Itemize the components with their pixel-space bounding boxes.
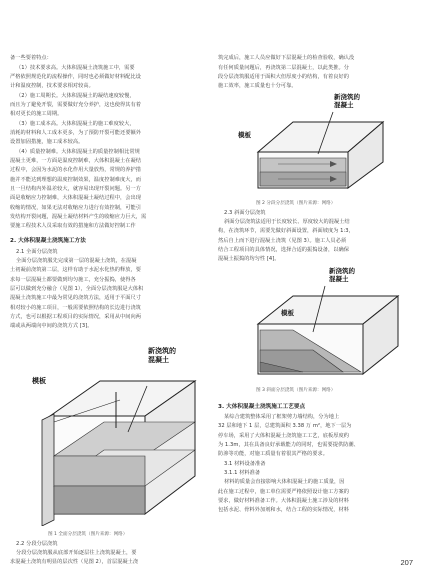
paragraph-line: 某综合建筑整体采用了框架剪力墙结构，分为地上: [224, 414, 340, 420]
subsection-heading: 2.3 斜面分层浇筑: [224, 210, 266, 216]
paragraph-line: 收缩的情况，如果无法对收缩应力进行有效控制，可能引: [10, 205, 141, 211]
paragraph-line: 此在施工过程中，施工单位需要严格依照设计施工方案的: [218, 489, 349, 495]
figure-1-formwork-label: 模板: [32, 376, 46, 385]
paragraph-line: 斜面分层浇筑法适用于长度较长、厚度较大的混凝土结: [224, 219, 350, 225]
paragraph-line: （4）质量控制难。大体积混凝土的质量控制相比常规: [16, 149, 140, 155]
paragraph-line: （1）技术要求高。大体积混凝土浇筑施工中，需要: [16, 65, 135, 71]
paragraph-line: 混凝土更难，一方面是温度控制难，大体积混凝土在凝结: [10, 158, 141, 164]
figure-3-illustration: [233, 266, 403, 378]
figure-1: [20, 336, 200, 526]
figure-2: [238, 92, 388, 192]
figure-3-new-concrete-label: 新浇筑的: [329, 267, 355, 275]
paragraph-line: 相对较小的施工项目，一般需要依照结构的长边进行浇筑: [10, 305, 141, 311]
paragraph-line: 停车场，采用了大体积混凝土浇筑施工工艺，底板厚度约: [218, 433, 349, 439]
paragraph-line: 消耗的材料和人工成本更多，为了预防开裂可能还要额外: [10, 130, 141, 136]
paragraph-line: 全面分层浇筑服先完成第一层的混凝土浇筑，在混凝: [16, 258, 137, 264]
paragraph-line: 防渗等功能，对施工质量有着很其严格的要求。: [218, 451, 328, 457]
paragraph-line: 材料的质量会直接影响大体积混凝土的施工质量，因: [224, 479, 345, 485]
paragraph-line: 计和温度控制，技术要求相对较高。: [10, 83, 94, 89]
page-number: 207: [400, 558, 413, 567]
paragraph-line: 而且为了避免开裂，需要做好充分养护，这也使得其有着: [10, 102, 141, 108]
paragraph-line: 且一旦结构内外温差较大，就容易出现开裂问题。另一方: [10, 186, 141, 192]
paragraph-line: 过程中，会因为水泥的水化作用大量放热，常规的养护措: [10, 167, 141, 173]
subsection-heading: 3.1 材料设备准备: [224, 461, 266, 467]
paragraph-line: 筑完成后，施工人员应做好下层混凝土的检查验收，确认没: [218, 55, 355, 61]
paragraph-line: 严格依照规范化的流程操作，同时也必须做好材料配比设: [10, 74, 141, 80]
paragraph-line: 面是收缩应力控制难，大体积混凝土凝结过程中，会出现: [10, 195, 141, 201]
figure-3-caption: 图 3 斜面分层浇筑（图片来源：网络）: [256, 388, 336, 393]
figure-1-new-concrete-label: 新浇筑的: [148, 346, 176, 355]
paragraph-line: 分段分层浇筑服从底部开始逐层往上浇筑混凝土，要: [16, 550, 137, 556]
paragraph-line: 求混凝土浇筑有明显的层次性（见图 2），首层混凝土浇: [10, 559, 139, 565]
paragraph-line: 结合工程项目的具体情况，选择合适的振捣设备，以确保: [218, 247, 349, 253]
figure-3-new-concrete-label-2: 混凝土: [329, 275, 349, 283]
paragraph-line: 土初凝前浇筑第二层，这样有助于水泥水化热的释放，要: [10, 267, 141, 273]
paragraph-line: 混凝土振捣的均匀性 [4]。: [218, 256, 280, 262]
figure-2-illustration: [238, 92, 388, 192]
paragraph-line: 32 层和地下 1 层，总建筑面积 3.38 万 m²，地下一层为: [218, 423, 352, 429]
figure-2-new-concrete-label-2: 混凝土: [334, 101, 354, 109]
paragraph-line: 相对更长的施工周期。: [10, 111, 63, 117]
paragraph-line: 段分层浇筑服适用于面积大但厚度小的结构，有着良好的: [218, 74, 349, 80]
figure-2-formwork-label: 模板: [238, 131, 251, 139]
paragraph-line: 设置加固措施，施工成本较高。: [10, 139, 84, 145]
paragraph-line: （3）施工成本高。大体积混凝土的施工难度较大，: [16, 121, 135, 127]
paragraph-line: 为 1.3m，其在具备良好承载能力的同时，也需要提供防潮、: [218, 442, 359, 448]
subsection-heading: 3.1.1 材料准备: [224, 470, 261, 476]
paragraph-line: 施工效率，施工质量也十分可靠。: [218, 83, 297, 89]
figure-2-new-concrete-label: 新浇筑的: [334, 93, 360, 101]
paragraph-line: 混凝土浇筑施工中最为常见的浇筑方法，适用于平面尺寸: [10, 295, 141, 301]
paragraph-line: 求每一层混凝土都要做到均匀施工，充分振捣，使得各: [10, 277, 136, 283]
paragraph-line: 层可以做到充分融合（见图 1），全面分层浇筑服是大体积: [10, 286, 144, 292]
section-heading: 3. 大体积混凝土浇筑施工工艺要点: [218, 404, 306, 410]
figure-3-formwork-label: 模板: [281, 309, 294, 317]
paragraph-line: 构，在浇筑环节，需要先做好斜面设置，斜面坡度为 1:3，: [218, 228, 354, 234]
figure-1-illustration: [20, 336, 200, 526]
paragraph-line: 端或从两端向中间的浇筑方式 [3]。: [10, 323, 93, 329]
subsection-heading: 2.1 全面分层浇筑: [16, 249, 58, 255]
paragraph-line: 施并不能达到理想的温度控制效果，温度控制难度大，而: [10, 177, 141, 183]
paragraph-line: 包括水泥、骨料外加剂和水，结合工程的实际情况，材料: [218, 507, 349, 513]
figure-1-caption: 图 1 全面分层浇筑（图片来源：网络）: [48, 532, 128, 537]
paragraph-line: 有任何质量问题后，再浇筑第二层混凝土，以此类推。分: [218, 65, 349, 71]
figure-1-new-concrete-label-2: 混凝土: [148, 355, 169, 364]
paragraph-line: （2）施工周期长。大体积混凝土的凝结速度较慢，: [16, 93, 135, 99]
paragraph-line: 要求，做好材料准备工作。大体积混凝土施工涉及的材料: [218, 498, 349, 504]
subsection-heading: 2.2 分段分层浇筑: [16, 541, 58, 547]
paragraph-line: 然后自上而下进行混凝土浇筑（见图 3）。施工人员必须: [218, 238, 347, 244]
paragraph-line: 方式，也可以根据工程项目的实际情况，采用从中间向两: [10, 314, 141, 320]
section-heading: 2. 大体积混凝土浇筑施工方法: [10, 238, 86, 244]
figure-3: [233, 266, 403, 378]
paragraph-line: 发结构开裂问题，混凝土凝结材料产生的收缩应力巨大，需: [10, 214, 147, 220]
figure-2-caption: 图 2 分段分层浇筑（图片来源：网络）: [256, 201, 336, 206]
paragraph-line: 备一些要着特点：: [10, 55, 52, 61]
paragraph-line: 要施工程技术人员采取有效的措施和方法做好控制工作: [10, 223, 136, 229]
